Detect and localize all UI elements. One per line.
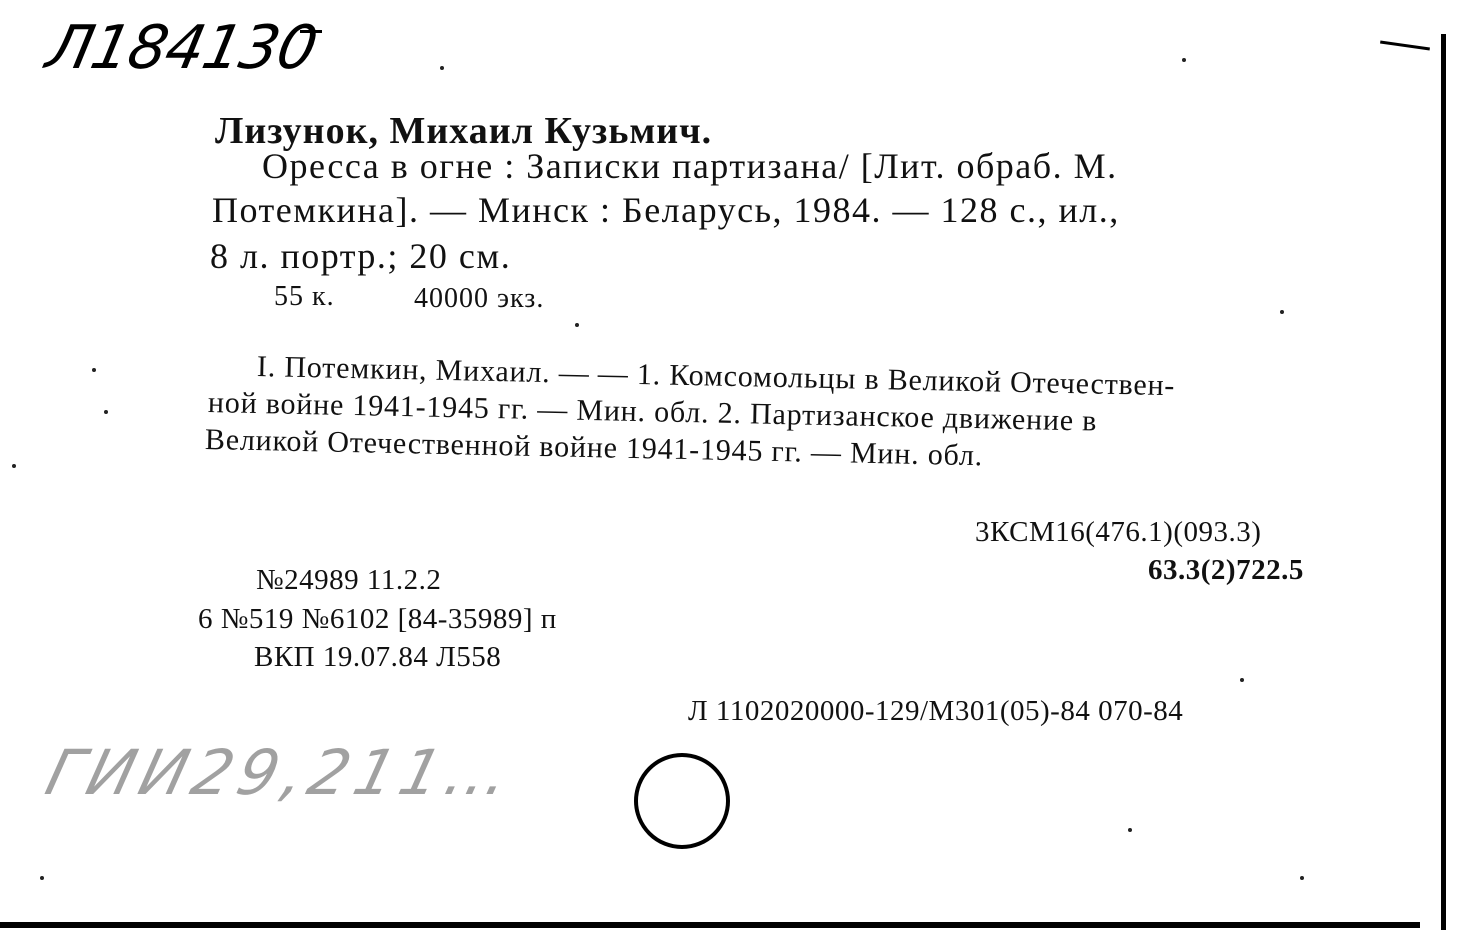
- price: 55 к.: [274, 281, 335, 312]
- speck: [1182, 58, 1186, 62]
- subject-line-2: ной войне 1941-1945 гг. — Мин. обл. 2. Партизанское движение в: [207, 386, 1098, 438]
- speck: [1128, 828, 1132, 832]
- speck: [1240, 678, 1244, 682]
- record-line-3: ВКП 19.07.84 Л558: [254, 641, 502, 673]
- speck: [40, 876, 44, 880]
- speck: [1280, 310, 1284, 314]
- title-line-2: Потемкина]. — Минск : Беларусь, 1984. — 128 с., ил.,: [212, 190, 1120, 230]
- title-line-3: 8 л. портр.; 20 см.: [210, 236, 512, 276]
- speck: [1300, 876, 1304, 880]
- record-line-1: №24989 11.2.2: [256, 564, 442, 596]
- index-code: Л 1102020000-129/М301(05)-84 070-84: [688, 695, 1184, 727]
- copies: 40000 экз.: [414, 283, 545, 314]
- subject-line-3: Великой Отечественной войне 1941-1945 гг. — Мин. обл.: [204, 423, 984, 473]
- speck: [12, 464, 16, 468]
- speck: [575, 323, 579, 327]
- classification-code-1: 3КСМ16(476.1)(093.3): [975, 516, 1262, 548]
- handwritten-shelfmark: Л184130: [40, 13, 323, 83]
- classification-code-2: 63.3(2)722.5: [1148, 554, 1304, 586]
- handwritten-note: ГИИ29,211…: [39, 736, 524, 809]
- top-stroke: [1380, 41, 1430, 51]
- subject-line-1: I. Потемкин, Михаил. — — 1. Комсомольцы в Великой Отечествен-: [256, 350, 1176, 403]
- card-right-edge: [1441, 34, 1446, 930]
- record-line-2: 6 №519 №6102 [84-35989] п: [198, 603, 557, 635]
- speck: [104, 410, 108, 414]
- speck: [92, 368, 96, 372]
- author-heading: Лизунок, Михаил Кузьмич.: [215, 110, 713, 152]
- title-line-1: Оресса в огне : Записки партизана/ [Лит. обраб. М.: [262, 146, 1118, 186]
- stamp-circle: [634, 753, 730, 849]
- speck: [440, 66, 444, 70]
- card-bottom-edge: [0, 922, 1420, 928]
